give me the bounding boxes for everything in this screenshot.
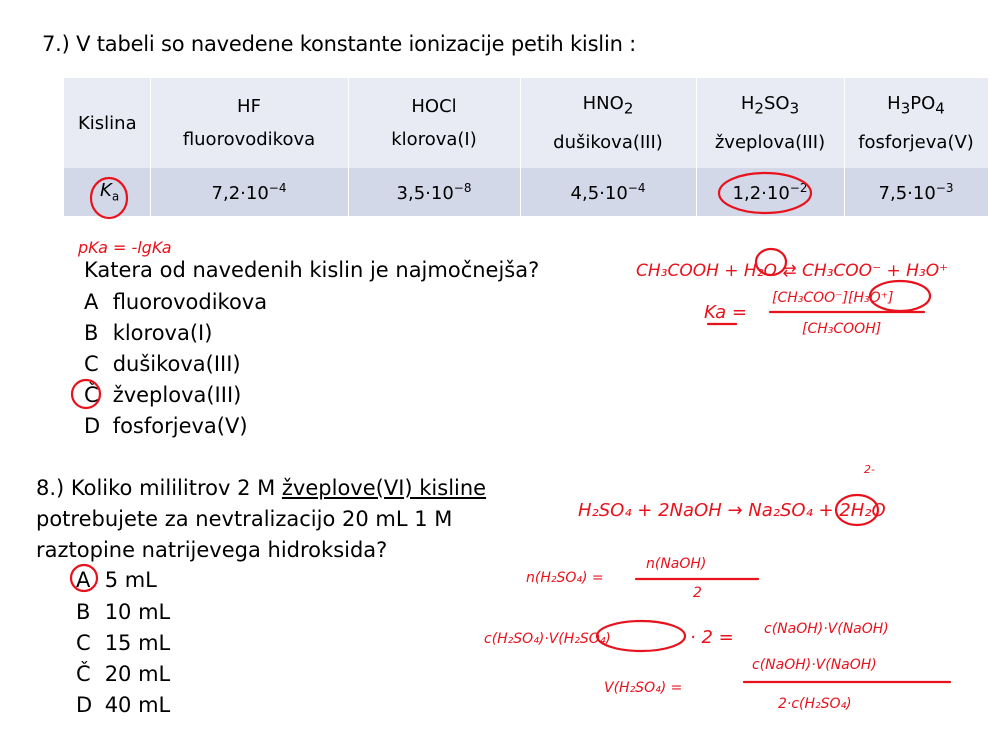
acid-table [64, 78, 989, 216]
ka-value: $1,2\cdot 10^{-2}$ [696, 168, 844, 216]
q7-option-a[interactable]: A fluorovodikova [84, 290, 268, 314]
acid-formula: HF [237, 96, 261, 117]
note-n-numerator: n(NaOH) [646, 556, 707, 572]
note-neutralization-equation: H₂SO₄ + 2NaOH → Na₂SO₄ + 2H₂O [578, 500, 886, 521]
ka-value: $4,5\cdot 10^{-4}$ [520, 168, 696, 216]
question-8-line-2: potrebujete za nevtralizacijo 20 mL 1 M [36, 507, 453, 531]
q7-option-c-caron[interactable]: Č žveplova(III) [84, 383, 242, 407]
q7-option-b[interactable]: B klorova(I) [84, 321, 213, 345]
note-sulfate-charge: 2- [864, 463, 875, 476]
acid-name: klorova(I) [391, 129, 477, 150]
note-pka: pKa = -lgKa [78, 238, 172, 257]
ka-value: $3,5\cdot 10^{-8}$ [348, 168, 520, 216]
q7-option-c[interactable]: C dušikova(III) [84, 352, 241, 376]
circle-sulfate [836, 495, 878, 525]
ka-row [64, 168, 988, 216]
acid-name: fosforjeva(V) [858, 131, 974, 153]
acid-formula: $HNO_2$ [582, 93, 634, 118]
q8-option-c-caron[interactable]: Č 20 mL [76, 662, 171, 686]
acid-table-header-row [64, 78, 988, 168]
q8-option-c[interactable]: C 15 mL [76, 631, 171, 655]
acid-header-cell [844, 78, 988, 168]
ka-value: $7,2\cdot 10^{-4}$ [150, 168, 348, 216]
note-v-numerator: c(NaOH)·V(NaOH) [752, 657, 877, 673]
q8-option-d[interactable]: D 40 mL [76, 693, 171, 717]
circle-h3o [870, 281, 930, 311]
note-c-right: c(NaOH)·V(NaOH) [764, 621, 889, 637]
acid-name: fluorovodikova [182, 129, 316, 150]
acid-header-cell [348, 78, 520, 168]
circle-volume [597, 621, 685, 651]
question-8-line-3: raztopine natrijevega hidroksida? [36, 538, 388, 562]
acid-formula: HOCl [411, 96, 457, 117]
note-v-denominator: 2·c(H₂SO₄) [778, 696, 852, 712]
row-label-kislina: Kislina [64, 78, 150, 168]
note-c-mid: · 2 = [690, 627, 734, 648]
circle-equilibrium-arrow [756, 249, 786, 275]
ka-value: $7,5\cdot 10^{-3}$ [844, 168, 988, 216]
note-v-label: V(H₂SO₄) = [604, 680, 683, 696]
q8-option-b[interactable]: B 10 mL [76, 600, 171, 624]
acid-name: dušikova(III) [553, 131, 663, 153]
acid-formula: $H_2SO_3$ [740, 93, 800, 118]
acid-header-cell [696, 78, 844, 168]
q7-option-d[interactable]: D fosforjeva(V) [84, 414, 248, 438]
acid-name: žveplova(III) [714, 131, 826, 153]
q8-option-a[interactable]: A 5 mL [76, 568, 157, 592]
note-ka-numerator: [CH₃COO⁻][H₃O⁺] [772, 290, 894, 306]
question-7-prompt: Katera od navedenih kislin je najmočnejša? [84, 258, 540, 282]
ka-label: $K_a$ [64, 168, 150, 216]
note-ka-label: Ka = [704, 302, 747, 323]
question-7-title: 7.) V tabeli so navedene konstante ionizacije petih kislin : [42, 32, 637, 56]
note-n-label: n(H₂SO₄) = [526, 570, 604, 586]
note-acetic-equilibrium: CH₃COOH + H₂O ⇄ CH₃COO⁻ + H₃O⁺ [636, 261, 949, 281]
question-8-line-1: 8.) Koliko mililitrov 2 M žveplove(VI) kisline [36, 476, 487, 500]
acid-formula: $H_3PO_4$ [887, 93, 945, 118]
note-n-denominator: 2 [693, 585, 702, 601]
note-ka-denominator: [CH₃COOH] [802, 321, 882, 337]
note-c-left: c(H₂SO₄)·V(H₂SO₄) [484, 631, 611, 647]
acid-header-cell [520, 78, 696, 168]
acid-header-cell [150, 78, 348, 168]
